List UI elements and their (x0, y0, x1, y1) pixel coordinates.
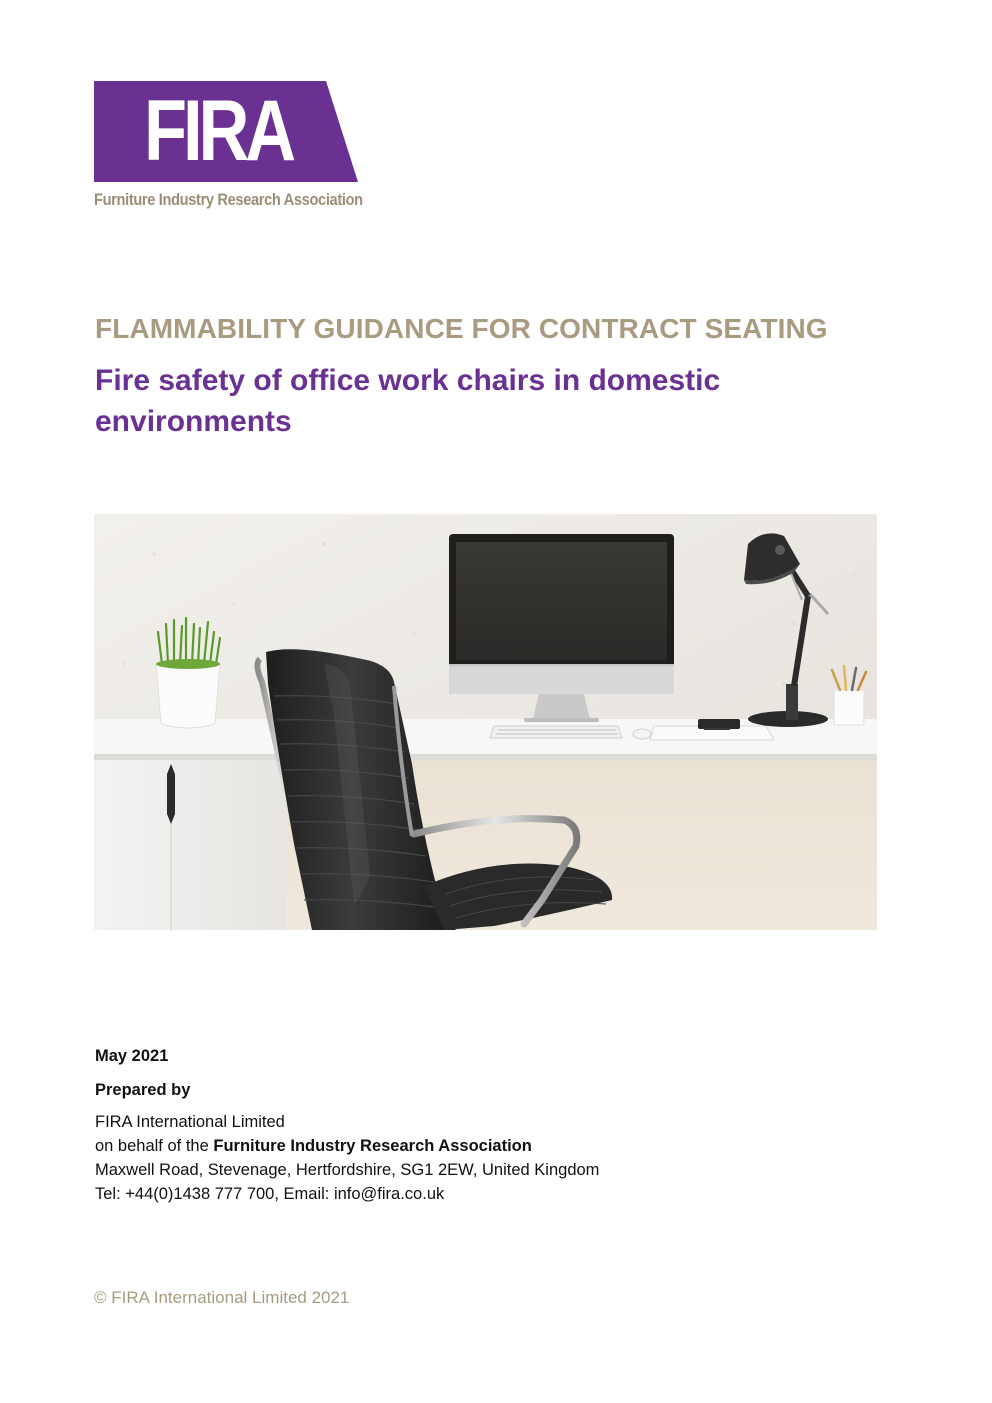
logo-wordmark: FIRA (144, 83, 293, 179)
document-meta (95, 1044, 599, 1206)
fira-logo (94, 81, 363, 211)
on-behalf-prefix: on behalf of the (95, 1137, 214, 1155)
contact-details: Tel: +44(0)1438 777 700, Email: info@fira.co.uk (95, 1185, 445, 1203)
logo-tagline: Furniture Industry Research Association (94, 190, 363, 209)
on-behalf-org: Furniture Industry Research Association (213, 1137, 532, 1155)
on-behalf-line (95, 1134, 599, 1158)
prepared-by-details (95, 1110, 599, 1206)
document-kicker: FLAMMABILITY GUIDANCE FOR CONTRACT SEATING (95, 313, 828, 344)
publication-date: May 2021 (95, 1047, 169, 1065)
prepared-by-label: Prepared by (95, 1081, 191, 1099)
hero-image (94, 514, 877, 930)
copyright-notice: © FIRA International Limited 2021 (94, 1288, 350, 1307)
document-title: Fire safety of office work chairs in domestic environments (95, 364, 721, 438)
address: Maxwell Road, Stevenage, Hertfordshire, SG1 2EW, United Kingdom (95, 1161, 600, 1179)
company-name: FIRA International Limited (95, 1113, 285, 1131)
office-scene-illustration (94, 514, 877, 930)
